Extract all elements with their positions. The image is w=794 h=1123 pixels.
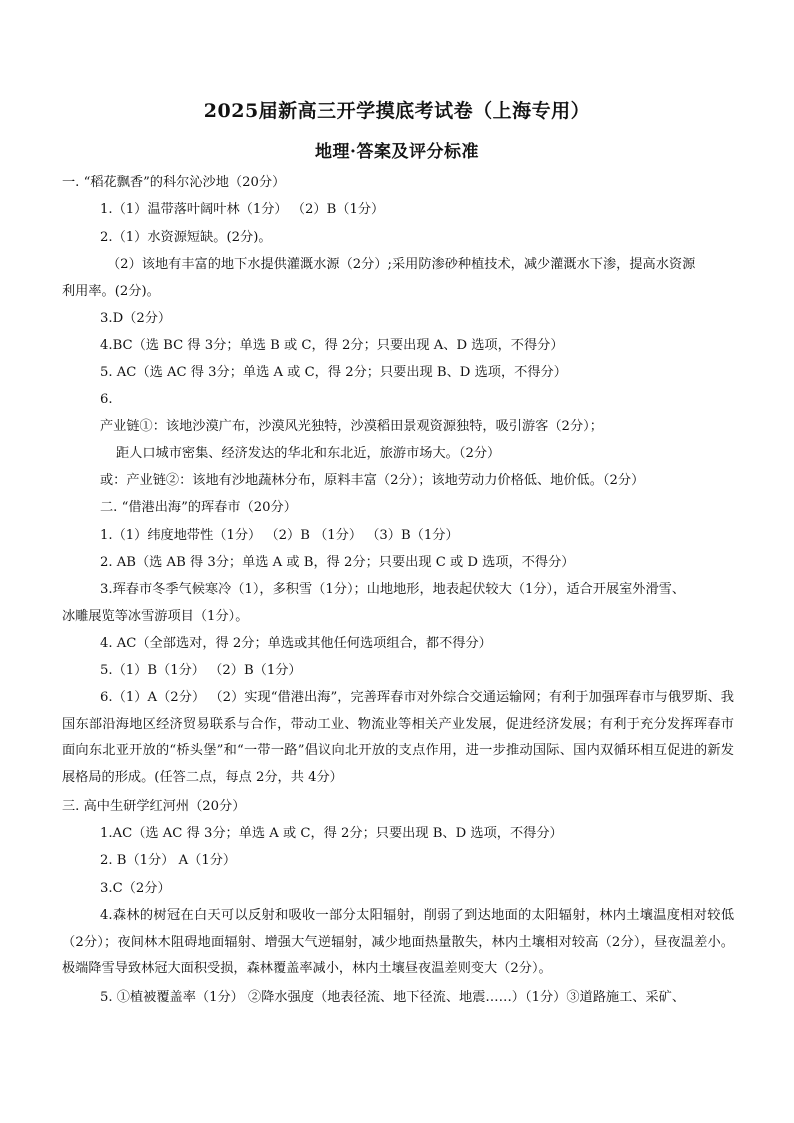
s1-answer-6-chain1-line2: 距人口城市密集、经济发达的华北和东北近，旅游市场大。（2分） (116, 446, 501, 461)
s2-answer-4: 4. AC（全部选对，得 2分；单选或其他任何选项组合，都不得分） (100, 636, 492, 651)
s2-answer-5: 5.（1）B（1分） （2）B（1分） (100, 663, 302, 678)
s1-answer-2b-line2: 利用率。(2分)。 (62, 284, 160, 299)
s1-answer-2a: 2.（1）水资源短缺。(2分)。 (100, 230, 272, 245)
section-1-heading: 一. “稻花飘香”的科尔沁沙地（20分） (62, 175, 286, 190)
s2-answer-3-line1: 3.珲春市冬季气候寒冷（1），多积雪（1分）；山地地形，地表起伏较大（1分），适合开展室外滑雪、 (100, 582, 686, 597)
s3-answer-4: 4.森林的树冠在白天可以反射和吸收一部分太阳辐射，削弱了到达地面的太阳辐射，林内土壤温度相对较低（2分）；夜间林木阻碍地面辐射、增强大气逆辐射，减少地面热量散失，林内土壤相对较高（2分），昼夜温差小。极端降雪导致林冠大面积受损，森林覆盖率减小，林内土壤昼夜温差则变大（2分）。 (62, 908, 734, 976)
s1-answer-6-chain1-line1: 产业链①：该地沙漠广布，沙漠风光独特，沙漠稻田景观资源独特，吸引游客（2分）； (100, 419, 603, 434)
s1-answer-2b-line1: （2）该地有丰富的地下水提供灌溉水源（2分）;采用防渗砂种植技术，减少灌溉水下渗，提高水资源 (107, 257, 696, 272)
s2-answer-6: 6.（1）A（2分） （2）实现“借港出海”，完善珲春市对外综合交通运输网；有利于加强珲春市与俄罗斯、我国东部沿海地区经济贸易联系与合作，带动工业、物流业等相关产业发展，促进经济发展；有利于充分发挥珲春市面向东北亚开放的“桥头堡”和“一带一路”倡议向北开放的支点作用，进一步推动国际、国内双循环相互促进的新发展格局的形成。(任答二点，每点 2分，共 4分） (62, 690, 734, 785)
s2-answer-3-line2: 冰雕展览等冰雪游项目（1分）。 (62, 609, 249, 624)
s1-answer-6-chain2: 或：产业链②：该地有沙地蔬林分布，原料丰富（2分）；该地劳动力价格低、地价低。（2分） (100, 473, 645, 488)
section-2-heading: 二. “借港出海”的珲春市（20分） (100, 500, 297, 515)
s3-answer-2: 2. B（1分） A（1分） (100, 853, 237, 868)
s1-answer-4: 4.BC（选 BC 得 3分；单选 B 或 C，得 2分；只要出现 A、D 选项，不得分） (100, 338, 564, 353)
s1-answer-1: 1.（1）温带落叶阔叶林（1分） （2）B（1分） (100, 202, 385, 217)
s1-answer-3: 3.D（2分） (100, 311, 172, 326)
s1-answer-6: 6. (100, 392, 113, 407)
exam-subtitle: 地理·答案及评分标准 (315, 142, 479, 162)
s3-answer-3: 3.C（2分） (100, 881, 171, 896)
s3-answer-5: 5. ①植被覆盖率（1分） ②降水强度（地表径流、地下径流、地震……）（1分）③道路施工、采矿、 (100, 990, 686, 1005)
s2-answer-2: 2. AB（选 AB 得 3分；单选 A 或 B，得 2分；只要出现 C 或 D 选项，不得分） (100, 555, 575, 570)
exam-title: 2025届新高三开学摸底考试卷（上海专用） (203, 100, 591, 122)
s2-answer-1: 1.（1）纬度地带性（1分） （2）B （1分） （3）B（1分） (100, 528, 459, 543)
s1-answer-5: 5. AC（选 AC 得 3分；单选 A 或 C，得 2分；只要出现 B、D 选项，不得分） (100, 365, 567, 380)
section-3-heading: 三. 高中生研学红河州（20分） (62, 799, 246, 814)
s3-answer-1: 1.AC（选 AC 得 3分；单选 A 或 C，得 2分；只要出现 B、D 选项，不得分） (100, 826, 563, 841)
